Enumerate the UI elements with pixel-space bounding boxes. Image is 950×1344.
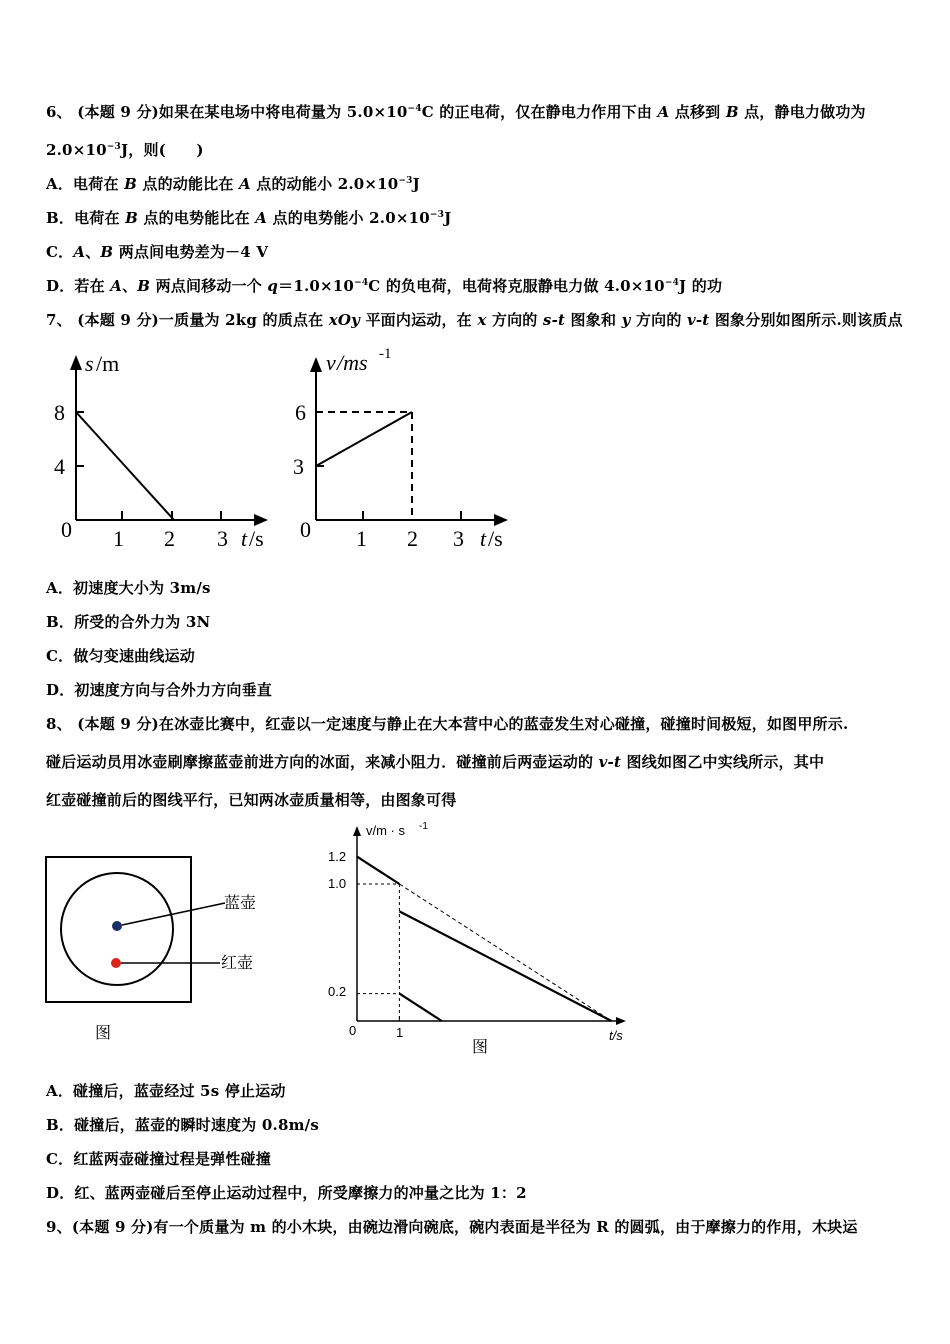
- st-xlabel-t: t: [241, 526, 248, 551]
- curl-ytick-1.2: 1.2: [328, 849, 347, 864]
- vt-ylabel-exp: -1: [379, 346, 392, 362]
- curl-ytick-0.2: 0.2: [328, 984, 347, 999]
- st-ytick-label-8: 8: [54, 400, 65, 425]
- q9-stem: 9、(本题 9 分)有一个质量为 m 的小木块，由碗边滑向碗底，碗内表面是半径为 R 的圆弧，由于摩擦力的作用，木块运: [46, 1218, 858, 1236]
- q8-option-c: C．红蓝两壶碰撞过程是弹性碰撞: [46, 1150, 271, 1168]
- q7-option-b: B．所受的合外力为 3N: [46, 613, 211, 631]
- q7-option-a: A．初速度大小为 3m/s: [46, 579, 211, 597]
- vt-ytick-label-3: 3: [293, 454, 304, 479]
- st-origin-label: 0: [61, 517, 72, 542]
- curl-xtick-1: 1: [396, 1025, 404, 1040]
- q6-option-a: A．电荷在 B 点的动能比在 A 点的动能小 $2.0\times 10^{-3}J$: [46, 175, 420, 193]
- curl-ylabel-exp: -1: [419, 821, 428, 832]
- q7-option-c: C．做匀变速曲线运动: [46, 647, 195, 665]
- curl-ytick-1.0: 1.0: [328, 876, 347, 891]
- st-xtick-label-1: 1: [113, 526, 124, 551]
- q6-option-d: D．若在 A、B 两点间移动一个 $q=1.0\times 10^{-4}C$ 的负电荷，电荷将克服静电力做 $4.0\times 10^{-4}J$ 的功: [46, 277, 723, 295]
- red-stone-label: 红壶: [221, 953, 254, 972]
- q8-stem-line2: 碰后运动员用冰壶刷摩擦蓝壶前进方向的冰面，来减小阻力．碰撞前后两壶运动的 v-t 图线如图乙中实线所示，其中: [46, 753, 825, 771]
- st-ylabel-unit: /m: [96, 351, 120, 376]
- curl-series-3: [399, 911, 611, 1021]
- q8-option-a: A．碰撞后，蓝壶经过 5s 停止运动: [46, 1082, 286, 1100]
- q8-option-d: D．红、蓝两壶碰后至停止运动过程中，所受摩擦力的冲量之比为 1：2: [46, 1184, 527, 1202]
- vt-xlabel-unit: /s: [488, 526, 503, 551]
- q8-stem-line1: 8、 (本题 9 分)在冰壶比赛中，红壶以一定速度与静止在大本营中心的蓝壶发生对心碰撞，碰撞时间极短，如图甲所示.: [46, 715, 849, 733]
- fig1-caption: 图: [95, 1023, 112, 1042]
- q7-option-d: D．初速度方向与合外力方向垂直: [46, 681, 273, 699]
- st-ylabel-s: s: [85, 351, 94, 376]
- q6-stem-line1: 6、 (本题 9 分)如果在某电场中将电荷量为 $5.0\times 10^{-4}C$ 的正电荷，仅在静电力作用下由 A 点移到 B 点，静电力做功为: [46, 103, 866, 121]
- q8-stem-line3: 红壶碰撞前后的图线平行，已知两冰壶质量相等，由图象可得: [46, 791, 457, 809]
- st-ytick-label-4: 4: [54, 454, 65, 479]
- q6-option-b: B．电荷在 B 点的电势能比在 A 点的电势能小 $2.0\times 10^{-3}J$: [46, 209, 452, 227]
- curl-series-1: [357, 857, 399, 884]
- vt-xtick-label-1: 1: [356, 526, 367, 551]
- vt-origin-label: 0: [300, 517, 311, 542]
- st-xtick-label-2: 2: [164, 526, 175, 551]
- vt-ylabel-v: v: [326, 350, 336, 375]
- fig2-caption: 图: [472, 1037, 489, 1056]
- blue-stone-label: 蓝壶: [224, 893, 257, 912]
- curl-origin: 0: [349, 1023, 357, 1038]
- curl-series-4: [399, 884, 611, 1021]
- q6-option-c: C．A、B 两点间电势差为－4 V: [46, 243, 269, 261]
- vt-xtick-label-3: 3: [453, 526, 464, 551]
- curl-xlabel: t/s: [609, 1028, 623, 1043]
- curl-ylabel: v/m · s: [366, 823, 405, 838]
- vt-xlabel-t: t: [480, 526, 487, 551]
- st-xtick-label-3: 3: [217, 526, 228, 551]
- vt-ylabel-unit: /ms: [337, 350, 368, 375]
- curl-series-2: [399, 994, 441, 1021]
- q6-stem-line2: $2.0\times 10^{-3}J$，则( ): [46, 141, 204, 159]
- q7-stem: 7、 (本题 9 分)一质量为 2kg 的质点在 xOy 平面内运动，在 x 方向的 s-t 图象和 y 方向的 v-t 图象分别如图所示.则该质点: [46, 311, 903, 329]
- curl-y-arrow: [353, 826, 361, 836]
- curl-x-arrow: [616, 1017, 626, 1025]
- q8-option-b: B．碰撞后，蓝壶的瞬时速度为 0.8m/s: [46, 1116, 319, 1134]
- vt-xtick-label-2: 2: [407, 526, 418, 551]
- vt-ytick-label-6: 6: [295, 400, 306, 425]
- st-xlabel-unit: /s: [249, 526, 264, 551]
